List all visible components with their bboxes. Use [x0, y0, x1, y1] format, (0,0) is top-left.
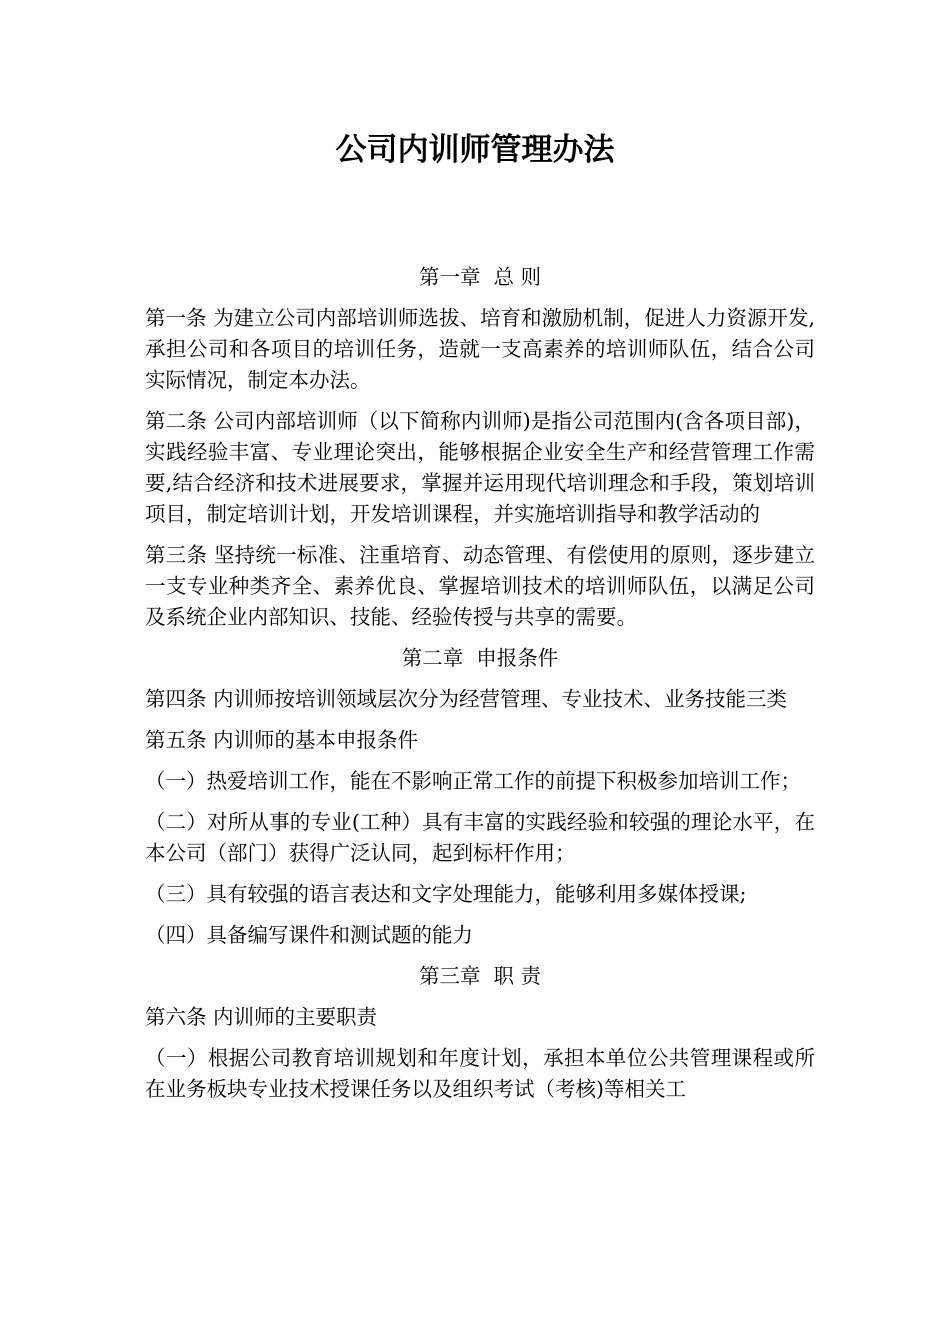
chapter-heading-2: 第二章 申报条件 — [401, 646, 559, 670]
article-1: 第一条 为建立公司内部培训师选拔、培育和激励机制，促进人力资源开发,承担公司和各项目的培训任务，造就一支高素养的培训师队伍，结合公司实际情况，制定本办法。 — [145, 306, 815, 392]
article-5-item-2: （二）对所从事的专业(工种）具有丰富的实践经验和较强的理论水平，在本公司（部门）获得广泛认同，起到标杆作用； — [145, 810, 815, 865]
document-title: 公司内训师管理办法 — [335, 132, 615, 168]
article-5-item-1: （一）热爱培训工作，能在不影响正常工作的前提下积极参加培训工作； — [145, 769, 801, 793]
document-body — [145, 262, 815, 1115]
article-5: 第五条 内训师的基本申报条件 — [145, 728, 419, 752]
chapter-heading-3: 第三章 职 责 — [418, 964, 542, 988]
article-3: 第三条 坚持统一标准、注重培育、动态管理、有偿使用的原则，逐步建立一支专业种类齐全、素养优良、掌握培训技术的培训师队伍，以满足公司及系统企业内部知识、技能、经验传授与共享的需要。 — [145, 543, 815, 629]
article-4: 第四条 内训师按培训领域层次分为经营管理、专业技术、业务技能三类 — [145, 687, 788, 711]
article-5-item-3: （三）具有较强的语言表达和文字处理能力，能够利用多媒体授课; — [145, 882, 747, 906]
chapter-heading-1: 第一章 总 则 — [418, 265, 542, 289]
article-6: 第六条 内训师的主要职责 — [145, 1005, 378, 1029]
article-5-item-4: （四）具备编写课件和测试题的能力 — [145, 923, 473, 947]
article-2: 第二条 公司内部培训师（以下简称内训师)是指公司范围内(含各项目部)，实践经验丰富、专业理论突出，能够根据企业安全生产和经营管理工作需要,结合经济和技术进展要求，掌握并运用现代培训理念和手段，策划培训项目，制定培训计划，开发培训课程，并实施培训指导和教学活动的 — [145, 409, 815, 526]
article-6-item-1: （一）根据公司教育培训规划和年度计划，承担本单位公共管理课程或所在业务板块专业技术授课任务以及组织考试（考核)等相关工 — [145, 1046, 815, 1101]
